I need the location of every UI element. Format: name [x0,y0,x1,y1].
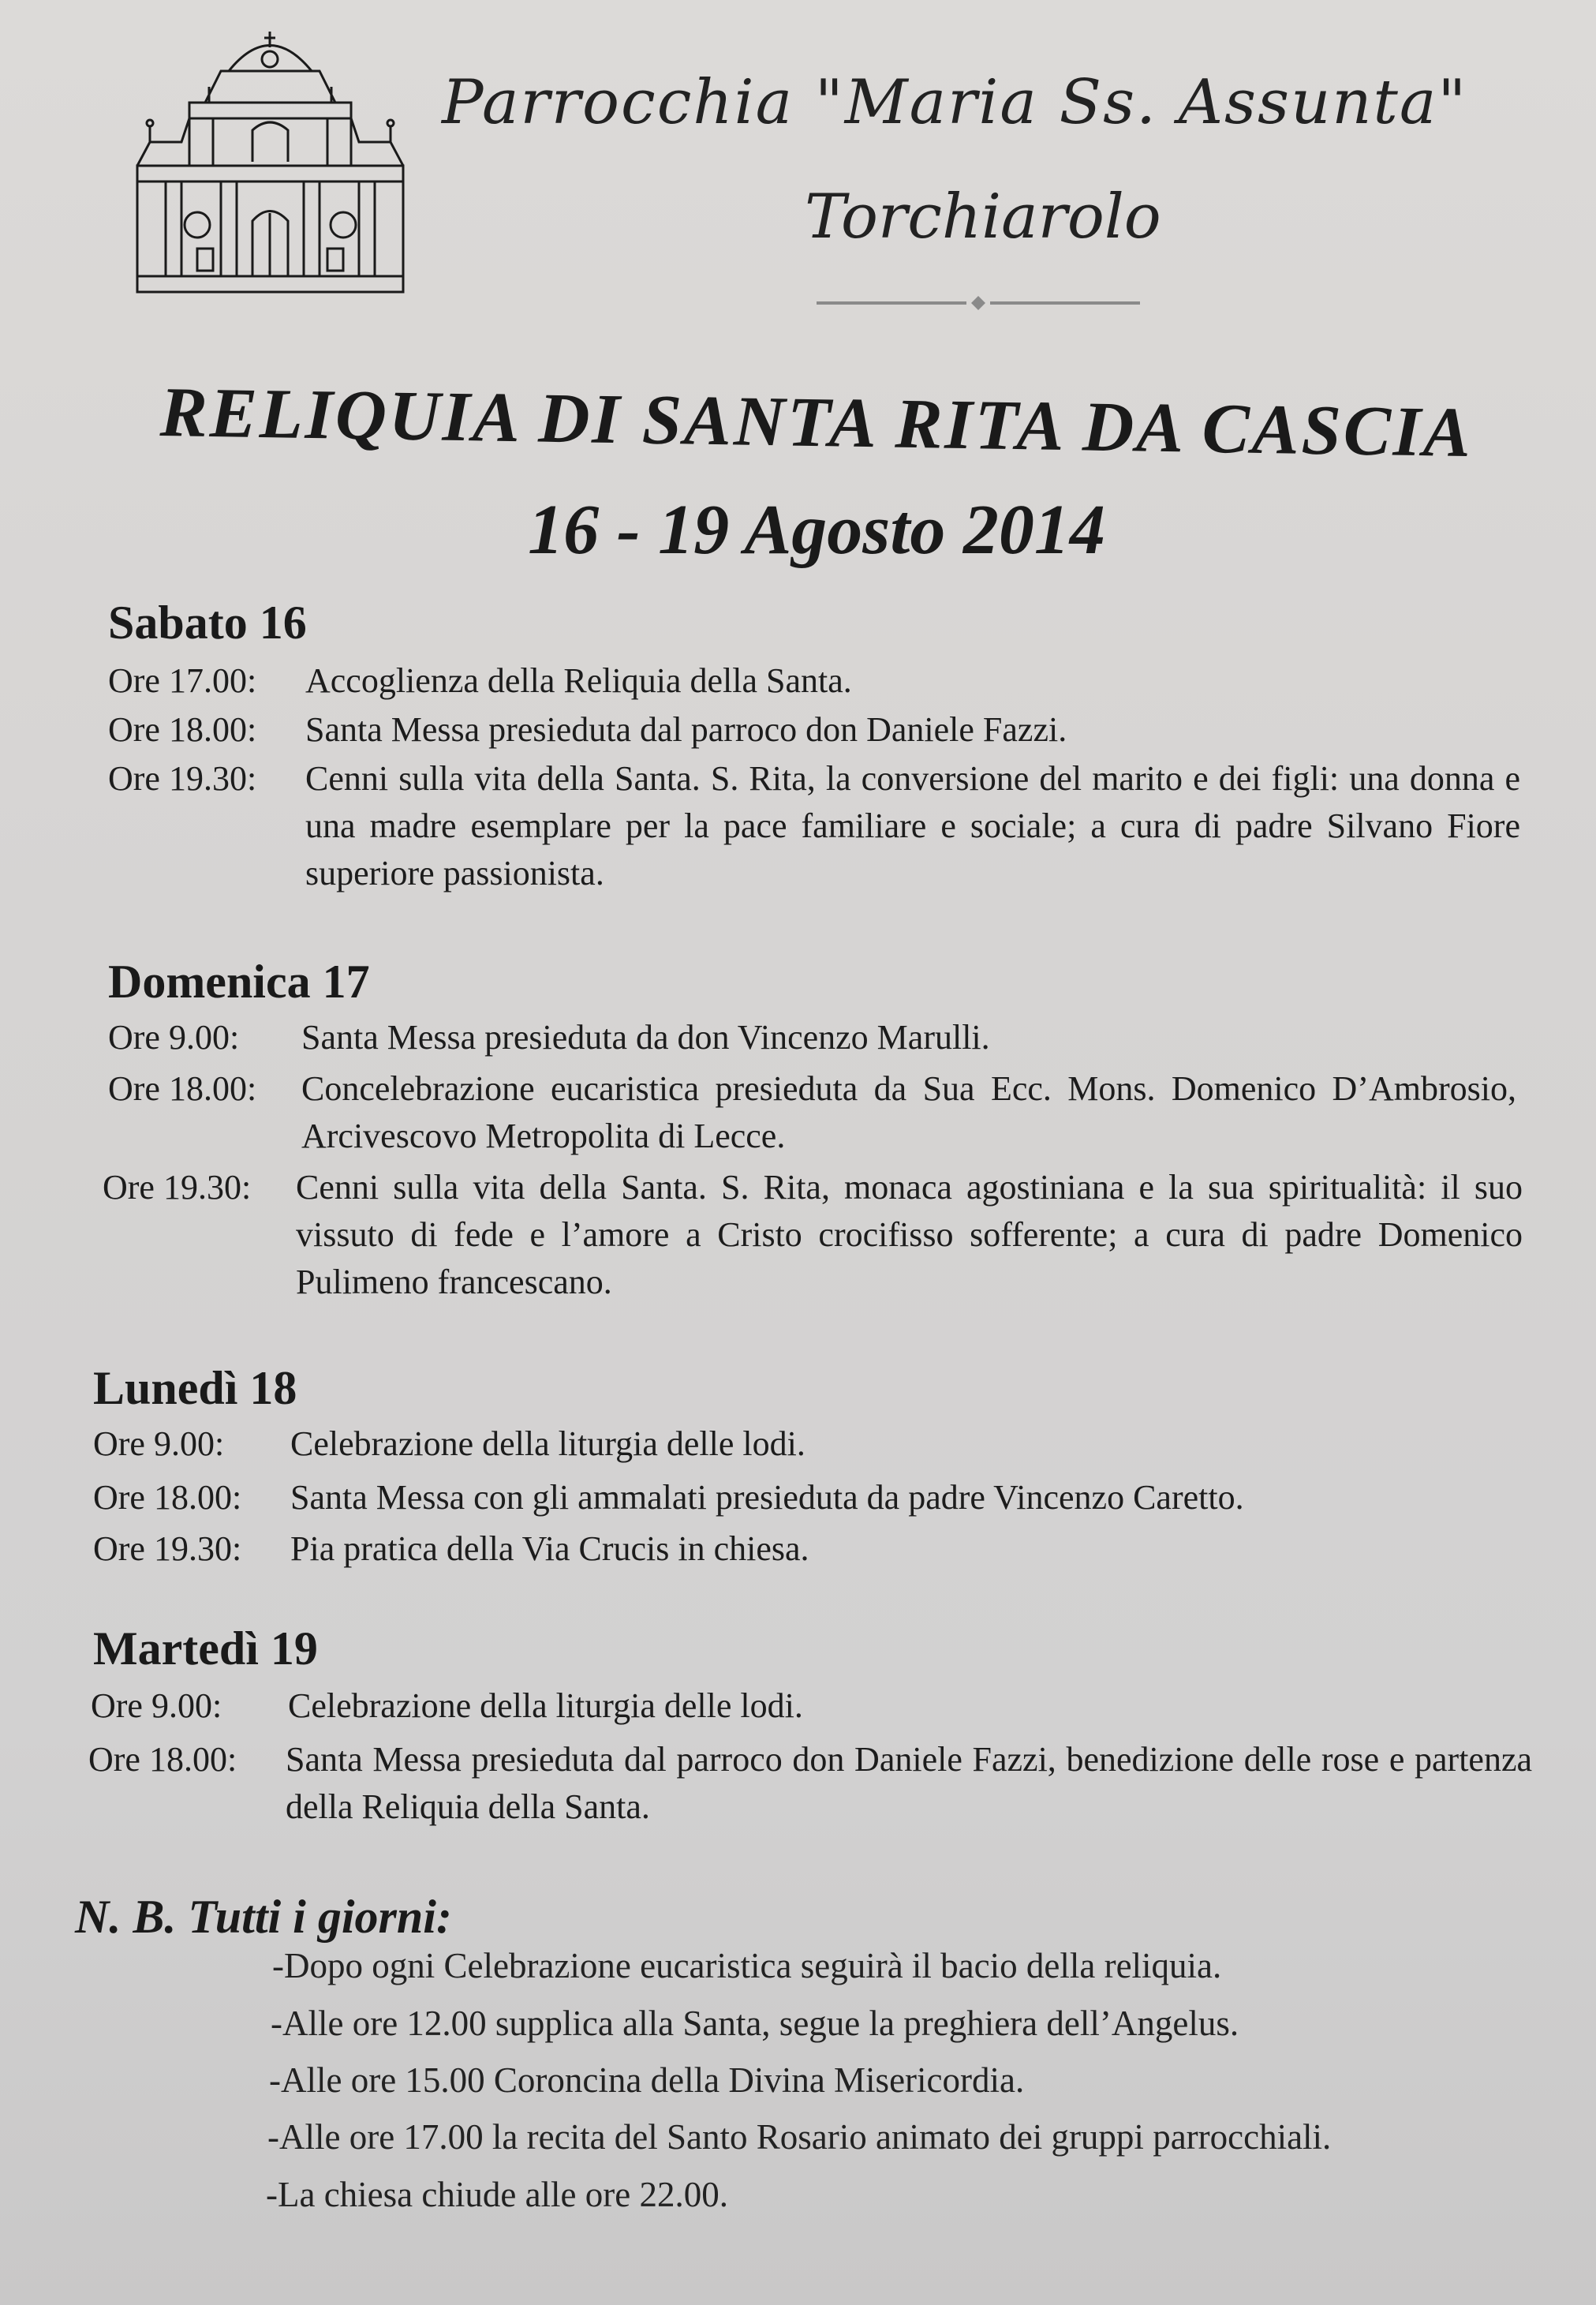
note-item: -La chiesa chiude alle ore 22.00. [266,2175,728,2214]
event-description: Cenni sulla vita della Santa. S. Rita, la conversione del marito e dei figli: una donna e una madre esemplare per la pace familiare e sociale; a cura di padre Silvano Fiore superiore passionista. [305,759,1520,892]
note-item: -Alle ore 15.00 Coroncina della Divina Misericordia. [269,2060,1025,2100]
day-heading: Domenica 17 [108,956,370,1008]
note-item: -Alle ore 12.00 supplica alla Santa, segue la preghiera dell’Angelus. [271,2004,1239,2043]
event-time: Ore 18.00: [108,710,257,749]
event-description: Santa Messa presieduta da don Vincenzo Marulli. [301,1018,990,1057]
event-description: Pia pratica della Via Crucis in chiesa. [290,1529,809,1568]
event-dates: 16 - 19 Agosto 2014 [528,491,1105,569]
event-time: Ore 19.30: [103,1168,252,1207]
event-description: Santa Messa presieduta dal parroco don Daniele Fazzi. [305,710,1067,749]
note-item: -Dopo ogni Celebrazione eucaristica seguirà il bacio della reliquia. [272,1946,1222,1985]
event-description: Cenni sulla vita della Santa. S. Rita, monaca agostiniana e la sua spiritualità: il suo vissuto di fede e l’amore a Cristo crocifisso sofferente; a cura di padre Domenico Pulimeno francescano. [296,1168,1523,1301]
event-description: Santa Messa presieduta dal parroco don Daniele Fazzi, benedizione delle rose e partenza della Reliquia della Santa. [286,1740,1532,1826]
event-time: Ore 19.30: [93,1529,242,1568]
day-heading: Lunedì 18 [93,1362,297,1414]
event-time: Ore 18.00: [93,1478,242,1517]
day-heading: Martedì 19 [93,1622,318,1674]
event-description: Celebrazione della liturgia delle lodi. [290,1424,805,1463]
event-description: Santa Messa con gli ammalati presieduta da padre Vincenzo Caretto. [290,1478,1244,1517]
event-time: Ore 9.00: [93,1424,225,1463]
day-heading: Sabato 16 [108,597,307,649]
event-description: Accoglienza della Reliquia della Santa. [305,661,852,700]
event-description: Celebrazione della liturgia delle lodi. [288,1686,803,1725]
event-time: Ore 18.00: [88,1740,237,1779]
event-time: Ore 18.00: [108,1069,257,1108]
church-logo-icon [134,24,406,296]
divider-ornament [817,294,1140,312]
event-time: Ore 17.00: [108,661,257,700]
event-time: Ore 9.00: [108,1018,240,1057]
parish-town: Torchiarolo [805,181,1161,253]
notes-heading: N. B. Tutti i giorni: [75,1891,452,1943]
event-time: Ore 9.00: [91,1686,222,1725]
page-title: RELIQUIA DI SANTA RITA DA CASCIA [159,372,1474,473]
note-item: -Alle ore 17.00 la recita del Santo Rosario animato dei gruppi parrocchiali. [267,2117,1332,2157]
event-description: Concelebrazione eucaristica presieduta da Sua Ecc. Mons. Domenico D’Ambrosio, Arcivescovo Metropolita di Lecce. [301,1069,1516,1155]
parish-name: Parrocchia "Maria Ss. Assunta" [442,67,1468,138]
event-time: Ore 19.30: [108,759,257,798]
